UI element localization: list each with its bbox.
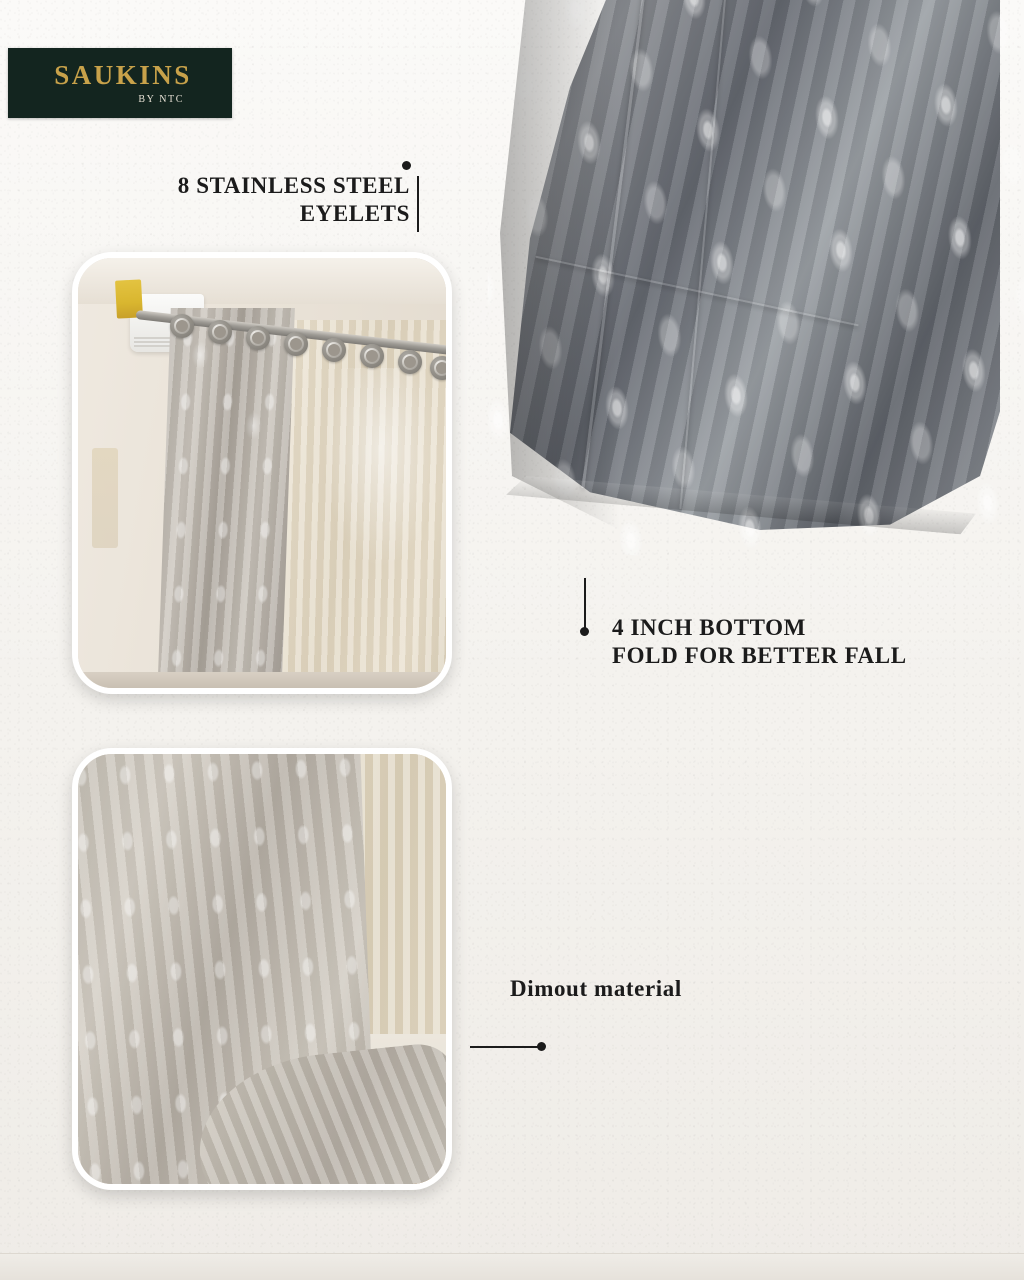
patterned-curtain-panel — [157, 308, 295, 694]
room-floor — [78, 672, 446, 688]
wall-decor — [92, 448, 118, 548]
brand-name: SAUKINS — [54, 59, 192, 90]
photo-room-curtains — [72, 252, 452, 694]
callout-bottom-fold — [612, 614, 962, 670]
photo-curtain-on-chair — [72, 748, 452, 1190]
leader-dot-dimout — [537, 1042, 546, 1051]
hero-fabric-image — [492, 0, 1012, 535]
brand-tagline: BY NTC — [138, 93, 184, 105]
callout-eyelets-line2: EYELETS — [299, 201, 410, 227]
leader-line-eyelets — [417, 176, 419, 232]
chair-leg — [313, 1186, 336, 1190]
callout-fold-line1: 4 INCH BOTTOM — [612, 615, 806, 640]
eyelet-icon — [284, 332, 308, 356]
eyelet-icon — [430, 356, 452, 380]
callout-fold-line2: FOLD FOR BETTER FALL — [612, 643, 907, 669]
window-light-glow — [322, 368, 440, 568]
chair-leg — [405, 1186, 426, 1190]
callout-eyelets-line1: 8 STAINLESS STEEL — [177, 173, 410, 198]
eyelet-icon — [398, 350, 422, 374]
eyelet-icon — [360, 344, 384, 368]
leader-line-dimout — [470, 1046, 542, 1048]
bottom-edge-strip — [0, 1253, 1024, 1280]
leader-dot-bottom-fold — [580, 627, 589, 636]
fabric-shadow — [500, 0, 620, 530]
brand-badge — [8, 48, 232, 118]
eyelet-icon — [170, 314, 194, 338]
callout-dimout — [510, 975, 840, 1003]
eyelet-icon — [208, 320, 232, 344]
callout-eyelets — [120, 172, 410, 228]
leader-dot-eyelets — [402, 161, 411, 170]
callout-dimout-line1: Dimout material — [510, 976, 682, 1001]
leader-line-bottom-fold — [584, 578, 586, 630]
eyelet-icon — [246, 326, 270, 350]
eyelet-icon — [322, 338, 346, 362]
